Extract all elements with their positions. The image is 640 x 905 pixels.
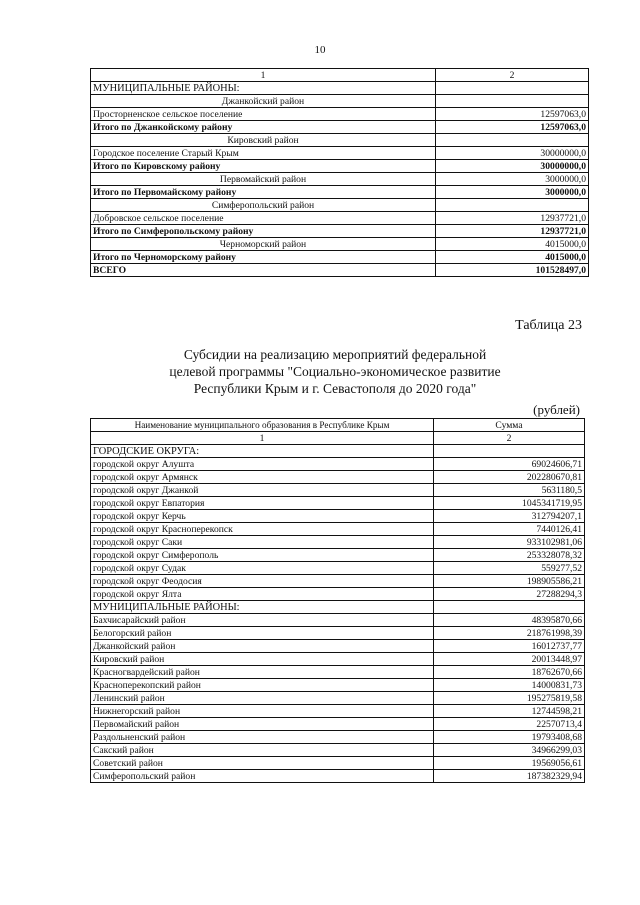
column-header-1: 1	[91, 432, 434, 445]
row-name: ВСЕГО	[91, 264, 436, 277]
row-value	[436, 82, 589, 95]
table-row	[91, 718, 585, 731]
table-row	[91, 601, 585, 614]
table-label: Таблица 23	[515, 318, 582, 333]
column-header-2: 2	[436, 69, 589, 82]
table-row	[91, 82, 589, 95]
table-row	[91, 471, 585, 484]
column-header-name: Наименование муниципального образования в Республике Крым	[91, 419, 434, 432]
table-row	[91, 770, 585, 783]
row-value: 18762670,66	[434, 666, 585, 679]
row-name: Красногвардейский район	[91, 666, 434, 679]
table-row	[91, 186, 589, 199]
row-name: Просторненское сельское поселение	[91, 108, 436, 121]
table-row	[91, 744, 585, 757]
row-value: 27288294,3	[434, 588, 585, 601]
row-name: МУНИЦИПАЛЬНЫЕ РАЙОНЫ:	[91, 601, 434, 614]
row-value: 202280670,81	[434, 471, 585, 484]
row-name: Бахчисарайский район	[91, 614, 434, 627]
row-value: 1045341719,95	[434, 497, 585, 510]
table-row	[91, 575, 585, 588]
row-value: 198905586,21	[434, 575, 585, 588]
row-value: 20013448,97	[434, 653, 585, 666]
table-row	[91, 147, 589, 160]
table-row	[91, 445, 585, 458]
row-name: Итого по Первомайскому району	[91, 186, 436, 199]
row-value: 48395870,66	[434, 614, 585, 627]
row-name: городской округ Армянск	[91, 471, 434, 484]
row-name: Добровское сельское поселение	[91, 212, 436, 225]
row-name: Симферопольский район	[91, 199, 436, 212]
row-value: 4015000,0	[436, 238, 589, 251]
row-value: 12597063,0	[436, 108, 589, 121]
row-name: городской округ Симферополь	[91, 549, 434, 562]
row-name: МУНИЦИПАЛЬНЫЕ РАЙОНЫ:	[91, 82, 436, 95]
row-value: 101528497,0	[436, 264, 589, 277]
row-value	[436, 134, 589, 147]
row-name: Итого по Черноморскому району	[91, 251, 436, 264]
table-row	[91, 251, 589, 264]
row-value: 933102981,06	[434, 536, 585, 549]
row-name: Первомайский район	[91, 173, 436, 186]
table-row	[91, 549, 585, 562]
row-value: 19569056,61	[434, 757, 585, 770]
table-subsidies	[90, 418, 585, 783]
row-value: 34966299,03	[434, 744, 585, 757]
unit-label: (рублей)	[533, 402, 580, 417]
row-name: Нижнегорский район	[91, 705, 434, 718]
row-name: Сакский район	[91, 744, 434, 757]
row-name: городской округ Красноперекопск	[91, 523, 434, 536]
row-name: Городское поселение Старый Крым	[91, 147, 436, 160]
table-body	[91, 69, 589, 277]
table-row	[91, 523, 585, 536]
table-header-row	[91, 432, 585, 445]
row-name: городской округ Судак	[91, 562, 434, 575]
row-name: Кировский район	[91, 134, 436, 147]
row-value: 30000000,0	[436, 147, 589, 160]
row-value: 22570713,4	[434, 718, 585, 731]
page-number: 10	[314, 44, 326, 56]
table-row	[91, 108, 589, 121]
table-row	[91, 160, 589, 173]
row-value: 312794207,1	[434, 510, 585, 523]
row-value	[436, 95, 589, 108]
table-row	[91, 134, 589, 147]
row-name: ГОРОДСКИЕ ОКРУГА:	[91, 445, 434, 458]
row-name: Советский район	[91, 757, 434, 770]
row-name: городской округ Керчь	[91, 510, 434, 523]
table-row	[91, 731, 585, 744]
row-value: 12937721,0	[436, 225, 589, 238]
row-name: Раздольненский район	[91, 731, 434, 744]
table-row	[91, 121, 589, 134]
row-name: Симферопольский район	[91, 770, 434, 783]
row-value: 5631180,5	[434, 484, 585, 497]
table-row	[91, 264, 589, 277]
table-title	[130, 346, 540, 397]
title-line: Республики Крым и г. Севастополя до 2020 года"	[193, 381, 477, 396]
table-row	[91, 627, 585, 640]
row-value: 559277,52	[434, 562, 585, 575]
table-row	[91, 225, 589, 238]
table-row	[91, 705, 585, 718]
row-value: 7440126,41	[434, 523, 585, 536]
table-row	[91, 238, 589, 251]
table-row	[91, 588, 585, 601]
table-row	[91, 199, 589, 212]
row-name: Итого по Джанкойскому району	[91, 121, 436, 134]
title-line: Субсидии на реализацию мероприятий федеральной	[183, 347, 487, 362]
row-name: Белогорский район	[91, 627, 434, 640]
row-value: 12597063,0	[436, 121, 589, 134]
table-row	[91, 510, 585, 523]
row-value: 30000000,0	[436, 160, 589, 173]
table-row	[91, 666, 585, 679]
row-name: Итого по Симферопольскому району	[91, 225, 436, 238]
row-name: городской округ Евпатория	[91, 497, 434, 510]
row-name: Красноперекопский район	[91, 679, 434, 692]
row-value: 253328078,32	[434, 549, 585, 562]
table-row	[91, 458, 585, 471]
table-row	[91, 484, 585, 497]
row-value: 3000000,0	[436, 173, 589, 186]
row-name: Джанкойский район	[91, 640, 434, 653]
table-row	[91, 173, 589, 186]
row-value: 218761998,39	[434, 627, 585, 640]
row-value: 12744598,21	[434, 705, 585, 718]
table-row	[91, 536, 585, 549]
row-value: 14000831,73	[434, 679, 585, 692]
row-value	[434, 445, 585, 458]
column-header-1: 1	[91, 69, 436, 82]
table-row	[91, 679, 585, 692]
row-name: городской округ Феодосия	[91, 575, 434, 588]
row-value	[434, 601, 585, 614]
row-value: 12937721,0	[436, 212, 589, 225]
row-value: 19793408,68	[434, 731, 585, 744]
row-name: городской округ Джанкой	[91, 484, 434, 497]
row-name: Итого по Кировскому району	[91, 160, 436, 173]
table-row	[91, 653, 585, 666]
row-name: Кировский район	[91, 653, 434, 666]
row-value: 195275819,58	[434, 692, 585, 705]
table-row	[91, 562, 585, 575]
row-value: 69024606,71	[434, 458, 585, 471]
title-line: целевой программы "Социально-экономическое развитие	[169, 364, 501, 379]
row-value: 16012737,77	[434, 640, 585, 653]
row-name: городской округ Ялта	[91, 588, 434, 601]
table-row	[91, 757, 585, 770]
row-name: Первомайский район	[91, 718, 434, 731]
column-header-2: 2	[434, 432, 585, 445]
row-value: 4015000,0	[436, 251, 589, 264]
table-municipal-districts	[90, 68, 589, 277]
row-value	[436, 199, 589, 212]
row-name: Черноморский район	[91, 238, 436, 251]
column-header-sum: Сумма	[434, 419, 585, 432]
table-row	[91, 212, 589, 225]
row-name: Джанкойский район	[91, 95, 436, 108]
row-value: 3000000,0	[436, 186, 589, 199]
table-row	[91, 95, 589, 108]
table-header-row	[91, 69, 589, 82]
row-name: городской округ Саки	[91, 536, 434, 549]
table-body	[91, 419, 585, 783]
table-row	[91, 640, 585, 653]
row-name: городской округ Алушта	[91, 458, 434, 471]
table-row	[91, 614, 585, 627]
table-header-row	[91, 419, 585, 432]
table-row	[91, 497, 585, 510]
row-value: 187382329,94	[434, 770, 585, 783]
row-name: Ленинский район	[91, 692, 434, 705]
table-row	[91, 692, 585, 705]
